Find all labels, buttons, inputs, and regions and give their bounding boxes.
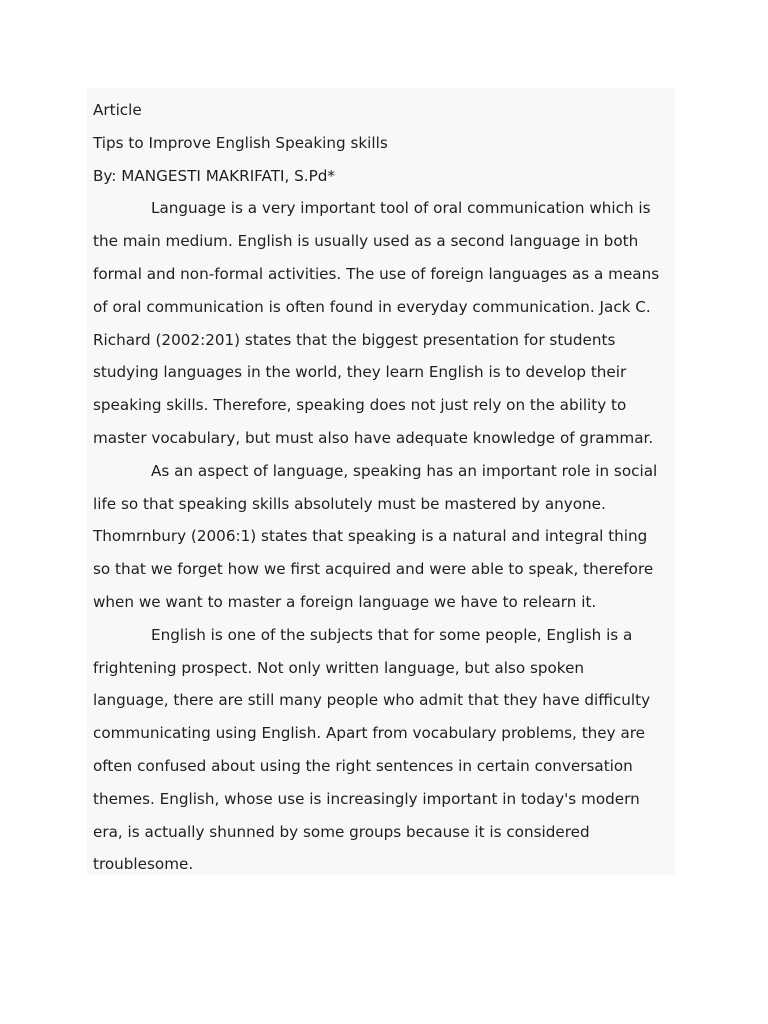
paragraph-1	[93, 192, 675, 454]
paragraph-line: life so that speaking skills absolutely must be mastered by anyone.	[93, 494, 606, 513]
paragraph-line: communicating using English. Apart from vocabulary problems, they are	[93, 724, 646, 743]
paragraph-line: English is one of the subjects that for some people, English is a	[151, 625, 633, 644]
paragraph-line: era, is actually shunned by some groups because it is considered	[93, 822, 590, 841]
paragraph-2	[93, 455, 675, 619]
article-text-block	[87, 88, 675, 875]
paragraph-line: studying languages in the world, they learn English is to develop their	[93, 363, 627, 382]
paragraph-line: the main medium. English is usually used as a second language in both	[93, 232, 639, 251]
paragraph-line: Language is a very important tool of oral communication which is	[151, 199, 651, 218]
article-title: Tips to Improve English Speaking skills	[93, 133, 388, 152]
paragraph-line: speaking skills. Therefore, speaking does not just rely on the ability to	[93, 396, 627, 415]
paragraph-line: master vocabulary, but must also have adequate knowledge of grammar.	[93, 428, 654, 447]
paragraph-line: As an aspect of language, speaking has an important role in social	[151, 461, 658, 480]
article-byline: By: MANGESTI MAKRIFATI, S.Pd*	[93, 166, 335, 185]
paragraph-line: Richard (2002:201) states that the biggest presentation for students	[93, 330, 616, 349]
paragraph-line: formal and non-formal activities. The use of foreign languages as a means	[93, 264, 660, 283]
paragraph-line: of oral communication is often found in everyday communication. Jack C.	[93, 297, 651, 316]
paragraph-line: Thomrnbury (2006:1) states that speaking is a natural and integral thing	[93, 527, 648, 546]
paragraph-3	[93, 619, 675, 881]
paragraph-line: themes. English, whose use is increasingly important in today's modern	[93, 789, 640, 808]
paragraph-line: when we want to master a foreign language we have to relearn it.	[93, 592, 597, 611]
paragraph-line: language, there are still many people who admit that they have difficulty	[93, 691, 651, 710]
paragraph-line: troublesome.	[93, 855, 194, 874]
paragraph-line: so that we forget how we first acquired and were able to speak, therefore	[93, 560, 654, 579]
article-label: Article	[93, 101, 142, 119]
paragraph-line: often confused about using the right sentences in certain conversation	[93, 756, 633, 775]
paragraph-line: frightening prospect. Not only written language, but also spoken	[93, 658, 585, 677]
